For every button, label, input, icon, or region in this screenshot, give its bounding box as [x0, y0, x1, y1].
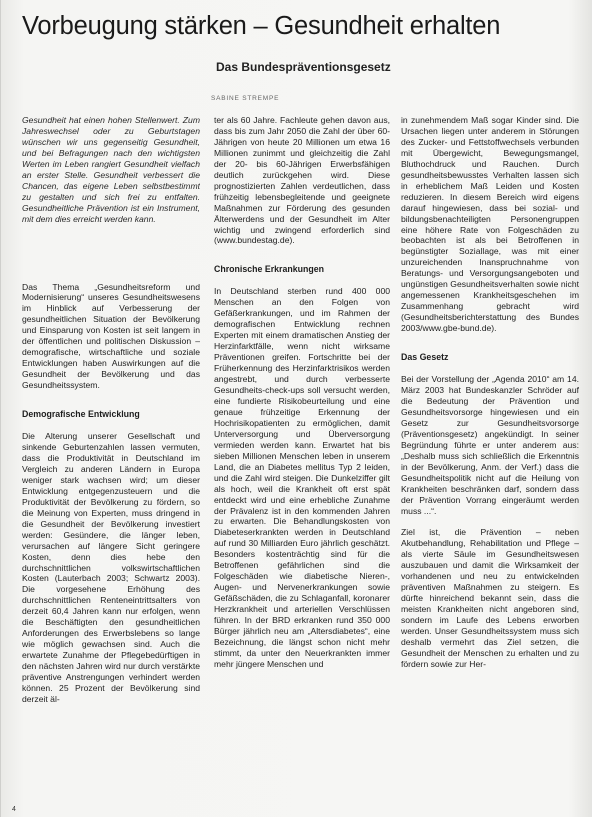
- chronische-paragraph: In Deutschland sterben rund 400 000 Menschen an den Folgen von Gefäßerkrankungen, und im Rahmen der demografischen Entwicklung rechnen Experten mit einem dramatischen Anstieg der Herzinfarktfälle, wenn nicht wirksame Präventionen greifen. Fortschritte bei der Früherkennung des Herzinfarktrisikos werden angestrebt, und durch verbesserte Gesundheits-check-ups soll versucht werden, eine fundierte Risikobeurteilung und eine genaue frühzeitige Erkennung der Hochrisikopatienten zu ermöglichen, damit Unterversorgung und Überversorgung vermieden werden kann. Erwartet hat bis sieben Millionen Menschen leben in unserem Land, die an Diabetes mellitus Typ 2 leiden, und die Zahl wird steigen. Die Dunkelziffer gilt als hoch, weil die Krankheit oft erst spät entdeckt wird und eine erhebliche Zunahme der Prävalenz ist in den kommenden Jahren zu erwarten. Die Behandlungskosten von Diabeteserkrankten werden in Deutschland auf rund 30 Milliarden Euro jährlich geschätzt. Besonders kostenträchtig sind für die Betroffenen gefährlichen sind die Folgeschäden wie diabetische Nieren-, Augen- und Nervenerkrankungen sowie Gefäßschäden, die zu Schlaganfall, koronarer Herzkrankheit und arteriellen Verschlüssen führen. In der BRD erkranken rund 350 000 Bürger jährlich neu am „Altersdiabetes“, eine Bezeichnung, die längst schon nicht mehr stimmt, da unter den Neuerkrankten immer mehr jüngere Menschen und: [214, 286, 390, 669]
- text-column-1: [22, 115, 200, 805]
- section-heading-chronische-erkrankungen: Chronische Erkrankungen: [214, 264, 324, 275]
- article-subtitle: Das Bundespräventionsgesetz: [216, 60, 391, 74]
- gesetz-paragraph: Bei der Vorstellung der „Agenda 2010“ am 14. März 2003 hat Bundeskanzler Schröder auf die Bedeutung der Prävention und Gesundheitsvorsorge hingewiesen und ein Gesetz zur Gesundheitsvorsorge (Präventionsgesetz) angekündigt. In seiner Begründung führte er unter anderem aus: „Deshalb muss sich schließlich die Erkenntnis in der Bevölkerung, Anm. der Verf.) dass die Gesundheitspolitik nicht auf die Heilung von Krankheiten beschränken darf, sondern dass der Prävention Vorrang eingeräumt werden muss ...“.: [401, 374, 579, 516]
- section-heading-demografie: Demografische Entwicklung: [22, 409, 140, 420]
- article-title: Vorbeugung stärken – Gesundheit erhalten: [22, 12, 501, 40]
- page-number: 4: [12, 806, 16, 813]
- lead-paragraph: Gesundheit hat einen hohen Stellenwert. Zum Jahreswechsel oder zu Geburtstagen wünschen wir uns gegenseitig Gesundheit, und bei Befragungen nach den wichtigsten Werten im Leben rangiert Gesundheit vielfach an erster Stelle. Gesundheit verbessert die Chancen, das eigene Leben selbstbestimmt zu gestalten und sich frei zu entfalten. Gesundheitliche Prävention ist ein Instrument, mit dem dies erreicht werden kann.: [22, 115, 200, 224]
- text-column-2: [214, 115, 390, 805]
- ziel-paragraph: Ziel ist, die Prävention – neben Akutbehandlung, Rehabilitation und Pflege – als vierte Säule im Gesundheitswesen auszubauen und damit die Wirksamkeit der vorhandenen und neu zu entwickelnden präventiven Maßnahmen zu steigern. Es dürfte hinreichend bekannt sein, dass die meisten Krankheiten nicht angeboren sind, sondern im Laufe des Lebens erworben werden. Unser Gesundheitssystem muss sich deshalb vermehrt das Ziel setzen, die Gesundheit der Menschen zu erhalten und zu fördern sowie zur Her-: [401, 527, 579, 669]
- column3-paragraph-1: in zunehmendem Maß sogar Kinder sind. Die Ursachen liegen unter anderem in Störungen des Zucker- und Fettstoffwechsels verbunden mit Übergewicht, Bewegungsmangel, Bluthochdruck und Rauchen. Durch gesundheitsbewusstes Verhalten lassen sich in erheblichem Maß Leiden und Kosten reduzieren. In diesem Bereich wird eigens darauf hingewiesen, dass bei sozial- und bildungsbenachteiligten Personengruppen eine höhere Rate von Folgeschäden zu beobachten ist als bei Betroffenen in begünstigter Soziallage, was mit einer unzureichenden Inanspruchnahme von Beratungs- und Versorgungsangeboten und ungünstigen Gesundheitsverhalten sowie nicht angemessenen Krankheitsgeschehen im Zusammenhang gebracht wird (Gesundheitsberichterstattung des Bundes 2003/www.gbe-bund.de).: [401, 115, 579, 334]
- page-edge-shadow: [0, 0, 1, 817]
- text-column-3: [401, 115, 579, 805]
- author-byline: SABINE STREMPE: [211, 95, 280, 102]
- intro-paragraph: Das Thema „Gesundheitsreform und Modernisierung“ unseres Gesundheitswesens im Hinblick auf Verbesserung der gesundheitlichen Situation der Bevölkerung und Einsparung von Kosten ist seit langem in der öffentlichen und politischen Diskussion – demografische, wirtschaftliche und soziale Entwicklungen haben Auswirkungen auf die Gesundheit der Bevölkerung und das Gesundheitssystem.: [22, 281, 200, 391]
- column2-paragraph-1: ter als 60 Jahre. Fachleute gehen davon aus, dass bis zum Jahr 2050 die Zahl der über 60-Jährigen von heute 20 Millionen um etwa 16 Millionen zunimmt und gleichzeitig die Zahl der 20- bis 60-Jährigen Erwerbsfähigen deutlich zurückgehen wird. Diese prognostizierten Zahlen verdeutlichen, dass frühzeitig lebensbegleitende und geeignete Maßnahmen zur Förderung des gesunden Älterwerdens und der Gesundheit im Alter wichtig und zwingend erforderlich sind (www.bundestag.de).: [214, 115, 390, 246]
- section-heading-gesetz: Das Gesetz: [401, 352, 449, 363]
- demografie-paragraph: Die Alterung unserer Gesellschaft und sinkende Geburtenzahlen lassen vermuten, dass die Produktivität in Deutschland im Vergleich zu anderen Ländern in Europa weniger stark wachsen wird; um dieser Entwicklung entgegenzusteuern und die Produktivität der Bevölkerung zu fördern, so die Meinung von Experten, muss dringend in die Gesundheit der Bevölkerung investiert werden: Gesündere, die länger leben, verursachen auf längere Sicht geringere Kosten, denn dies hebe den durchschnittlichen volkswirtschaftlichen Kosten (Lauterbach 2003; Schwartz 2003). Die vorgesehene Erhöhung des durchschnittlichen Renteneintrittsalters von derzeit 60,4 Jahren kann nur erfolgen, wenn die Beschäftigten den gesundheitlichen Anforderungen des Erwerbslebens so lange wie möglich gewachsen sind. Auch die erwartete Zunahme der Pflegebedürftigen in den nächsten Jahren wird nur durch verstärkte präventive Anstrengungen verhindert werden können. 25 Prozent der Bevölkerung sind derzeit äl-: [22, 431, 200, 704]
